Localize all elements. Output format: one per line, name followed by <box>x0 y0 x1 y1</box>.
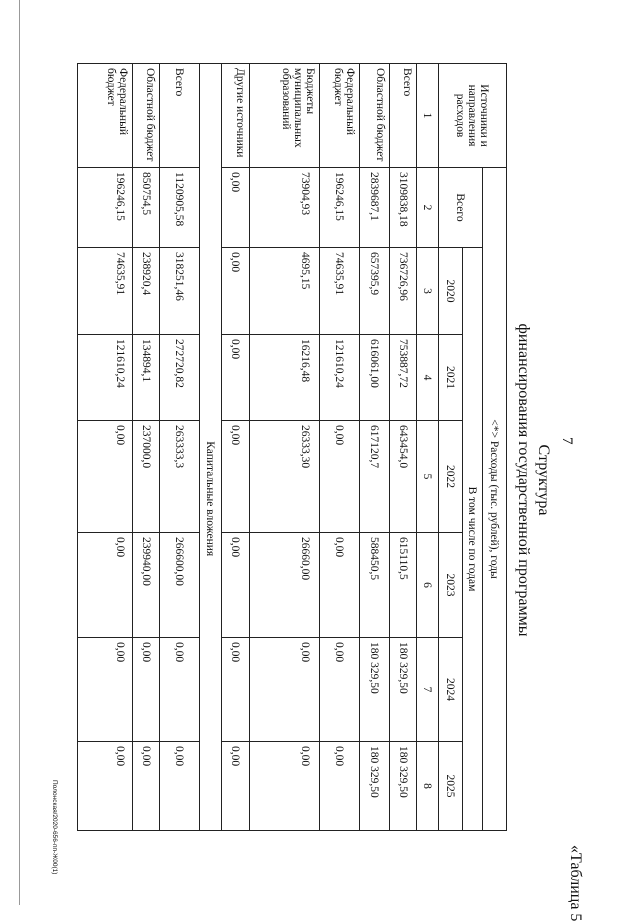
cell-value: 0,00 <box>320 421 360 533</box>
table-label: «Таблица 5 <box>567 845 584 921</box>
document-title: Структура <box>535 444 552 516</box>
header-expenses: <*> Расходы (тыс. рублей), годы <box>483 168 507 831</box>
cell-value: 16216,48 <box>250 335 320 421</box>
column-number: 6 <box>417 533 439 638</box>
column-number: 7 <box>417 638 439 742</box>
section-capital-investments: Капитальные вложения <box>200 168 222 831</box>
header-year: 2020 <box>439 248 463 335</box>
column-number: 3 <box>417 248 439 335</box>
column-number: 5 <box>417 421 439 533</box>
document-code: Полонская/2020-656-пп-Ж00(1) <box>51 780 58 875</box>
cell-value: 588450,5 <box>360 533 390 638</box>
cell-value: 121610,24 <box>78 335 133 421</box>
header-year: 2021 <box>439 335 463 421</box>
cell-value: 643454,0 <box>390 421 417 533</box>
row-label: Всего <box>390 64 417 168</box>
document-subtitle: финансирования государственной программы <box>515 323 532 637</box>
cell-value: 196246,15 <box>320 168 360 248</box>
cell-value: 0,00 <box>250 742 320 831</box>
header-source: Источники и направления расходов <box>439 64 507 168</box>
cell-value: 180 329,50 <box>360 638 390 742</box>
cell-value: 615110,5 <box>390 533 417 638</box>
cell-value: 0,00 <box>160 742 200 831</box>
financing-table <box>77 63 507 831</box>
cell-value: 26660,00 <box>250 533 320 638</box>
cell-value: 73904,93 <box>250 168 320 248</box>
row-label: Другие источники <box>222 64 250 168</box>
cell-value: 0,00 <box>320 638 360 742</box>
cell-value: 0,00 <box>78 742 133 831</box>
scan-edge-line <box>19 0 20 905</box>
column-number: 8 <box>417 742 439 831</box>
cell-value: 26333,30 <box>250 421 320 533</box>
cell-value: 0,00 <box>222 168 250 248</box>
cell-value: 239940,00 <box>133 533 160 638</box>
cell-value: 0,00 <box>222 638 250 742</box>
table-row <box>320 64 360 831</box>
column-number: 1 <box>417 64 439 168</box>
table-row <box>160 64 200 831</box>
cell-value: 180 329,50 <box>390 742 417 831</box>
cell-value: 0,00 <box>133 638 160 742</box>
cell-value: 196246,15 <box>78 168 133 248</box>
cell-value: 0,00 <box>222 421 250 533</box>
row-label: Всего <box>160 64 200 168</box>
row-label: Бюджеты муниципальных образований <box>250 64 320 168</box>
cell-value: 0,00 <box>320 533 360 638</box>
header-total: Всего <box>439 168 483 248</box>
table-row <box>360 64 390 831</box>
cell-value: 272720,82 <box>160 335 200 421</box>
cell-value: 74635,91 <box>320 248 360 335</box>
cell-value: 0,00 <box>133 742 160 831</box>
row-label: Областной бюджет <box>133 64 160 168</box>
column-number: 4 <box>417 335 439 421</box>
table-row <box>250 64 320 831</box>
cell-value: 74635,91 <box>78 248 133 335</box>
cell-value: 266600,00 <box>160 533 200 638</box>
column-number: 2 <box>417 168 439 248</box>
cell-value: 2839687,1 <box>360 168 390 248</box>
cell-value: 0,00 <box>222 335 250 421</box>
header-year: 2022 <box>439 421 463 533</box>
row-label: Федеральный бюджет <box>320 64 360 168</box>
cell-value: 1120905,58 <box>160 168 200 248</box>
cell-value: 180 329,50 <box>360 742 390 831</box>
cell-value: 263333,3 <box>160 421 200 533</box>
cell-value: 736726,96 <box>390 248 417 335</box>
cell-value: 0,00 <box>78 533 133 638</box>
cell-value: 0,00 <box>222 533 250 638</box>
cell-value: 617120,7 <box>360 421 390 533</box>
cell-value: 3109838,18 <box>390 168 417 248</box>
cell-value: 0,00 <box>320 742 360 831</box>
cell-value: 237000,0 <box>133 421 160 533</box>
cell-value: 657395,9 <box>360 248 390 335</box>
header-by-year: В том числе по годам <box>463 248 483 831</box>
cell-value: 850754,5 <box>133 168 160 248</box>
page-number: 7 <box>559 437 575 445</box>
cell-value: 0,00 <box>222 742 250 831</box>
table-row <box>222 64 250 831</box>
cell-value: 4695,15 <box>250 248 320 335</box>
cell-value: 753887,72 <box>390 335 417 421</box>
cell-value: 0,00 <box>78 421 133 533</box>
cell-value: 238920,4 <box>133 248 160 335</box>
header-year: 2024 <box>439 638 463 742</box>
cell-value: 616061,00 <box>360 335 390 421</box>
cell-value: 0,00 <box>78 638 133 742</box>
cell-value: 134894,1 <box>133 335 160 421</box>
header-year: 2025 <box>439 742 463 831</box>
table-row <box>133 64 160 831</box>
row-label: Областной бюджет <box>360 64 390 168</box>
cell-value: 121610,24 <box>320 335 360 421</box>
cell-value: 0,00 <box>250 638 320 742</box>
row-label: Федеральный бюджет <box>78 64 133 168</box>
table-row <box>78 64 133 831</box>
cell-value: 0,00 <box>160 638 200 742</box>
cell-value: 180 329,50 <box>390 638 417 742</box>
cell-value: 318251,46 <box>160 248 200 335</box>
cell-value: 0,00 <box>222 248 250 335</box>
table-row <box>390 64 417 831</box>
header-year: 2023 <box>439 533 463 638</box>
